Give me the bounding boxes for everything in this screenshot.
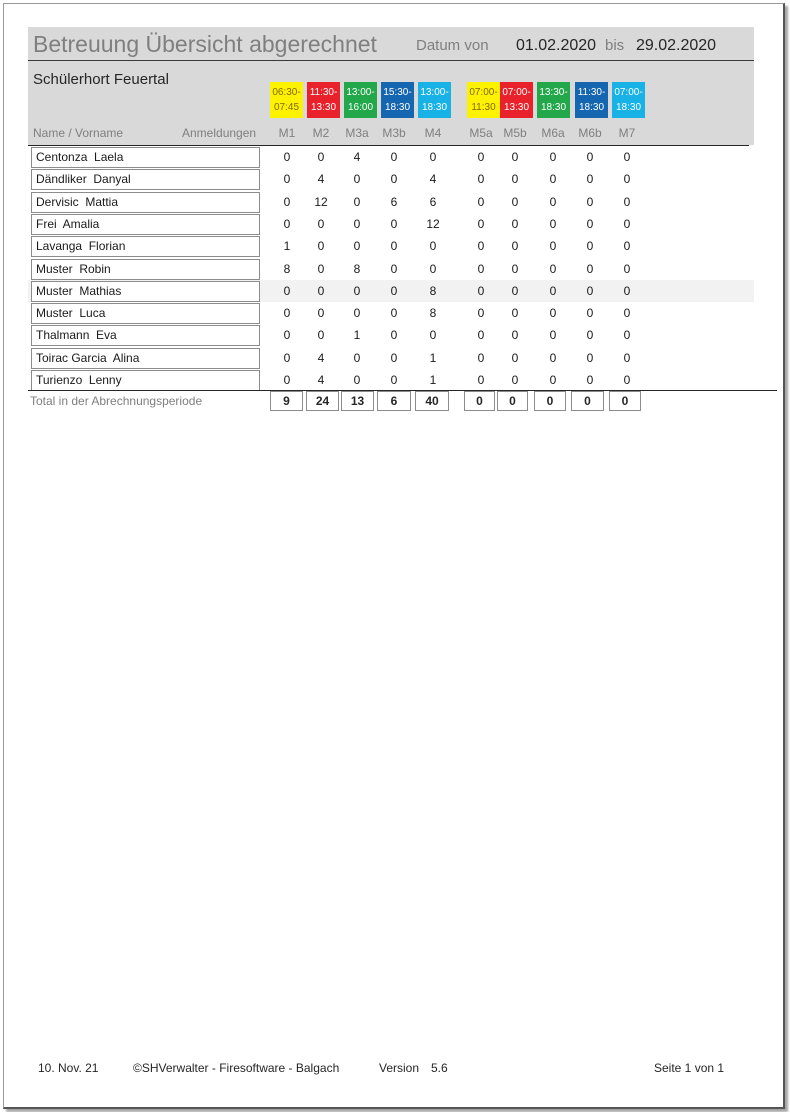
cell-m3b: 0 [390, 328, 398, 343]
cell-m4: 12 [426, 216, 440, 231]
cell-m2: 4 [317, 350, 325, 365]
cell-m1: 0 [283, 172, 291, 187]
total-m4: 40 [415, 391, 449, 411]
cell-m6a: 0 [549, 306, 557, 321]
module-time-box-m3a [344, 82, 377, 118]
module-time-start: 13:00- [420, 87, 449, 98]
column-header-name: Name / Vorname [33, 126, 124, 140]
cell-m3b: 0 [390, 150, 398, 164]
cell-m6b: 0 [586, 283, 594, 298]
cell-m5a: 0 [477, 261, 485, 276]
total-m5b: 0 [497, 391, 528, 411]
cell-m6a: 0 [549, 172, 557, 187]
cell-m3a: 0 [353, 373, 361, 387]
cell-m6a: 0 [549, 194, 557, 209]
cell-m4: 8 [429, 283, 437, 298]
table-row [28, 146, 754, 168]
table-row [28, 324, 754, 346]
cell-m5b: 0 [511, 306, 519, 321]
footer-version-label: Version [379, 1061, 420, 1075]
report-title: Betreuung Übersicht abgerechnet [33, 31, 377, 57]
column-header-m5a: M5a [469, 126, 493, 140]
cell-m2: 4 [317, 373, 325, 387]
module-time-end: 18:30 [540, 102, 567, 113]
module-time-box-m3b [381, 82, 414, 118]
table-row [28, 168, 754, 190]
table-row [28, 191, 754, 213]
cell-m1: 1 [283, 239, 291, 254]
cell-m5a: 0 [477, 283, 485, 298]
cell-m7: 0 [623, 194, 631, 209]
cell-m6b: 0 [586, 261, 594, 276]
cell-m7: 0 [623, 306, 631, 321]
title-divider [28, 60, 754, 61]
cell-m3a: 0 [353, 172, 361, 187]
cell-m7: 0 [623, 150, 631, 164]
footer-version: 5.6 [431, 1061, 448, 1075]
cell-m1: 8 [283, 261, 291, 276]
module-time-end: 18:30 [615, 102, 642, 113]
cell-m5b: 0 [511, 261, 519, 276]
cell-m4: 8 [429, 306, 437, 321]
cell-m2: 0 [317, 261, 325, 276]
total-m2: 24 [306, 391, 339, 411]
cell-m1: 0 [283, 350, 291, 365]
table-row [28, 347, 754, 369]
cell-m3a: 0 [353, 283, 361, 298]
date-to-label: bis [605, 37, 625, 54]
column-header-anmeldungen: Anmeldungen [182, 126, 257, 140]
cell-m2: 0 [317, 306, 325, 321]
table-row [28, 369, 754, 391]
cell-m4: 0 [429, 239, 437, 254]
cell-m5b: 0 [511, 194, 519, 209]
student-name-field[interactable]: Dändliker Danyal [31, 169, 260, 190]
cell-m2: 0 [317, 239, 325, 254]
total-m3b: 6 [377, 391, 411, 411]
cell-m6a: 0 [549, 216, 557, 231]
cell-m1: 0 [283, 194, 291, 209]
cell-m4: 1 [429, 350, 437, 365]
cell-m1: 0 [283, 373, 291, 387]
cell-m7: 0 [623, 350, 631, 365]
student-name-field[interactable]: Thalmann Eva [31, 325, 260, 346]
cell-m6a: 0 [549, 239, 557, 254]
module-time-box-m6b [575, 82, 608, 118]
cell-m4: 0 [429, 328, 437, 343]
cell-m4: 0 [429, 150, 437, 164]
cell-m6b: 0 [586, 306, 594, 321]
cell-m1: 0 [283, 283, 291, 298]
cell-m3a: 4 [353, 150, 361, 164]
cell-m4: 1 [429, 373, 437, 387]
cell-m1: 0 [283, 150, 291, 164]
cell-m4: 4 [429, 172, 437, 187]
cell-m5a: 0 [477, 373, 485, 387]
date-from-value: 01.02.2020 [516, 37, 597, 54]
cell-m5a: 0 [477, 350, 485, 365]
cell-m6b: 0 [586, 239, 594, 254]
table-row [28, 213, 754, 235]
module-time-end: 18:30 [384, 102, 411, 113]
student-name-field[interactable]: Lavanga Florian [31, 236, 260, 257]
cell-m5a: 0 [477, 216, 485, 231]
cell-m5a: 0 [477, 150, 485, 164]
module-time-end: 18:30 [578, 102, 605, 113]
cell-m5a: 0 [477, 306, 485, 321]
cell-m6a: 0 [549, 283, 557, 298]
module-time-end: 13:30 [503, 102, 530, 113]
cell-m2: 4 [317, 172, 325, 187]
module-time-start: 11:30- [309, 87, 338, 98]
module-time-start: 06:30- [272, 87, 301, 98]
module-time-box-m2 [307, 82, 340, 118]
column-header-m6b: M6b [578, 126, 602, 140]
total-m5a: 0 [464, 391, 495, 411]
cell-m1: 0 [283, 328, 291, 343]
student-name-field[interactable]: Dervisic Mattia [31, 192, 260, 213]
module-time-box-m5a [467, 82, 500, 118]
cell-m6b: 0 [586, 150, 594, 164]
total-m3a: 13 [341, 391, 374, 411]
module-time-end: 16:00 [347, 102, 374, 113]
student-name-field[interactable]: Centonza Laela [31, 147, 260, 168]
cell-m7: 0 [623, 373, 631, 387]
column-header-m2: M2 [312, 126, 330, 140]
cell-m3b: 0 [390, 239, 398, 254]
cell-m6a: 0 [549, 328, 557, 343]
date-from-label: Datum von [416, 37, 489, 54]
cell-m6b: 0 [586, 194, 594, 209]
module-time-end: 18:30 [421, 102, 448, 113]
student-name-field[interactable]: Frei Amalia [31, 214, 260, 235]
cell-m3b: 0 [390, 261, 398, 276]
cell-m3a: 0 [353, 239, 361, 254]
cell-m6b: 0 [586, 373, 594, 387]
cell-m3a: 0 [353, 350, 361, 365]
module-time-box-m7 [612, 82, 645, 118]
cell-m7: 0 [623, 261, 631, 276]
module-time-start: 13:00- [346, 87, 375, 98]
cell-m3b: 0 [390, 306, 398, 321]
cell-m5b: 0 [511, 216, 519, 231]
footer-date: 10. Nov. 21 [38, 1061, 99, 1075]
module-time-start: 11:30- [577, 87, 606, 98]
cell-m1: 0 [283, 306, 291, 321]
cell-m4: 6 [429, 194, 437, 209]
cell-m4: 0 [429, 261, 437, 276]
cell-m6b: 0 [586, 350, 594, 365]
module-time-start: 07:00- [502, 87, 531, 98]
cell-m3a: 8 [353, 261, 361, 276]
organization-name: Schülerhort Feuertal [33, 71, 169, 88]
student-name-field[interactable]: Muster Luca [31, 303, 260, 324]
module-time-end: 11:30 [471, 102, 496, 113]
cell-m5b: 0 [511, 172, 519, 187]
cell-m7: 0 [623, 283, 631, 298]
column-header-m6a: M6a [541, 126, 565, 140]
cell-m6a: 0 [549, 261, 557, 276]
cell-m6a: 0 [549, 150, 557, 164]
cell-m1: 0 [283, 216, 291, 231]
cell-m5b: 0 [511, 239, 519, 254]
footer-page-number: Seite 1 von 1 [654, 1061, 725, 1075]
cell-m5a: 0 [477, 239, 485, 254]
cell-m6a: 0 [549, 350, 557, 365]
student-name-field[interactable]: Muster Robin [31, 259, 260, 280]
cell-m5a: 0 [477, 328, 485, 343]
cell-m5b: 0 [511, 283, 519, 298]
cell-m5a: 0 [477, 194, 485, 209]
module-time-end: 07:45 [273, 102, 300, 113]
cell-m5b: 0 [511, 328, 519, 343]
table-row [28, 258, 754, 280]
module-time-box-m6a [537, 82, 570, 118]
column-header-m3a: M3a [345, 126, 369, 140]
cell-m6b: 0 [586, 172, 594, 187]
table-row [28, 302, 754, 324]
footer-copyright: ©SHVerwalter - Firesoftware - Balgach [133, 1061, 340, 1075]
cell-m3b: 0 [390, 350, 398, 365]
total-m1: 9 [270, 391, 303, 411]
column-header-m7: M7 [618, 126, 636, 140]
cell-m7: 0 [623, 239, 631, 254]
cell-m5b: 0 [511, 373, 519, 387]
cell-m6b: 0 [586, 328, 594, 343]
cell-m3a: 0 [353, 306, 361, 321]
cell-m3a: 1 [353, 328, 361, 343]
column-header-m3b: M3b [382, 126, 406, 140]
column-header-m4: M4 [424, 126, 442, 140]
cell-m2: 0 [317, 328, 325, 343]
student-name-field[interactable]: Turienzo Lenny [31, 370, 260, 391]
date-to-value: 29.02.2020 [636, 37, 717, 54]
cell-m3b: 0 [390, 373, 398, 387]
module-time-start: 07:00- [614, 87, 643, 98]
total-m6a: 0 [534, 391, 566, 411]
cell-m7: 0 [623, 328, 631, 343]
cell-m7: 0 [623, 216, 631, 231]
module-time-start: 13:30- [539, 87, 568, 98]
student-name-field[interactable]: Toirac Garcia Alina [31, 348, 260, 369]
cell-m7: 0 [623, 172, 631, 187]
cell-m2: 0 [317, 150, 325, 164]
cell-m3b: 0 [390, 172, 398, 187]
cell-m3a: 0 [353, 194, 361, 209]
module-time-start: 15:30- [383, 87, 412, 98]
column-header-m5b: M5b [503, 126, 527, 140]
cell-m2: 0 [317, 216, 325, 231]
module-time-box-m5b [500, 82, 533, 118]
cell-m2: 12 [314, 194, 328, 209]
module-time-start: 07:00- [469, 87, 498, 98]
cell-m3b: 6 [390, 194, 398, 209]
cell-m5b: 0 [511, 150, 519, 164]
table-row [28, 235, 754, 257]
totals-label: Total in der Abrechnungsperiode [30, 394, 203, 408]
module-time-box-m4 [418, 82, 451, 118]
cell-m5a: 0 [477, 172, 485, 187]
cell-m5b: 0 [511, 350, 519, 365]
cell-m3a: 0 [353, 216, 361, 231]
total-m7: 0 [609, 391, 641, 411]
student-name-field[interactable]: Muster Mathias [31, 281, 260, 302]
table-row [28, 280, 754, 302]
module-time-end: 13:30 [310, 102, 337, 113]
cell-m3b: 0 [390, 283, 398, 298]
cell-m3b: 0 [390, 216, 398, 231]
module-time-box-m1 [270, 82, 303, 118]
column-header-m1: M1 [278, 126, 296, 140]
total-m6b: 0 [571, 391, 604, 411]
cell-m6a: 0 [549, 373, 557, 387]
cell-m6b: 0 [586, 216, 594, 231]
cell-m2: 0 [317, 283, 325, 298]
